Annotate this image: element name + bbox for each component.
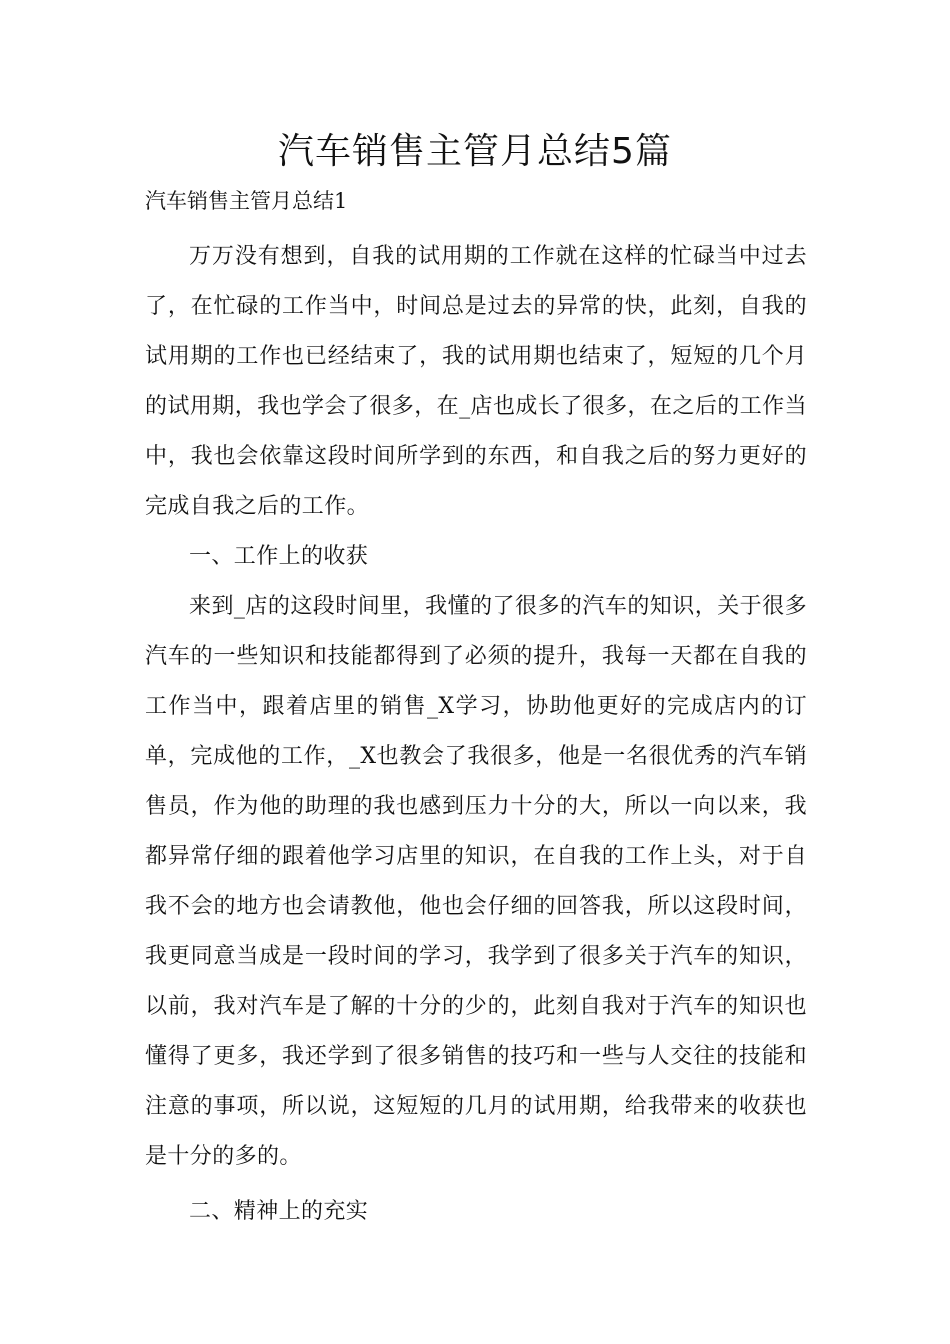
document-body <box>145 232 807 1237</box>
document-subtitle: 汽车销售主管月总结1 <box>145 189 348 213</box>
paragraph-work-gains: 来到_店的这段时间里，我懂的了很多的汽车的知识，关于很多汽车的一些知识和技能都得到了必须的提升，我每一天都在自我的工作当中，跟着店里的销售_X学习，协助他更好的完成店内的订单，完成他的工作，_X也教会了我很多，他是一名很优秀的汽车销售员，作为他的助理的我也感到压力十分的大，所以一向以来，我都异常仔细的跟着他学习店里的知识，在自我的工作上头，对于自我不会的地方也会请教他，他也会仔细的回答我，所以这段时间，我更同意当成是一段时间的学习，我学到了很多关于汽车的知识，以前，我对汽车是了解的十分的少的，此刻自我对于汽车的知识也懂得了更多，我还学到了很多销售的技巧和一些与人交往的技能和注意的事项，所以说，这短短的几月的试用期，给我带来的收获也是十分的多的。 <box>145 594 807 1169</box>
section-heading-spiritual: 二、精神上的充实 <box>189 1199 369 1224</box>
document-title: 汽车销售主管月总结5篇 <box>278 131 672 172</box>
section-heading-work-gains: 一、工作上的收获 <box>189 544 369 569</box>
paragraph-intro: 万万没有想到，自我的试用期的工作就在这样的忙碌当中过去了，在忙碌的工作当中，时间总是过去的异常的快，此刻，自我的试用期的工作也已经结束了，我的试用期也结束了，短短的几个月的试用期，我也学会了很多，在_店也成长了很多，在之后的工作当中，我也会依靠这段时间所学到的东西，和自我之后的努力更好的完成自我之后的工作。 <box>145 244 807 519</box>
